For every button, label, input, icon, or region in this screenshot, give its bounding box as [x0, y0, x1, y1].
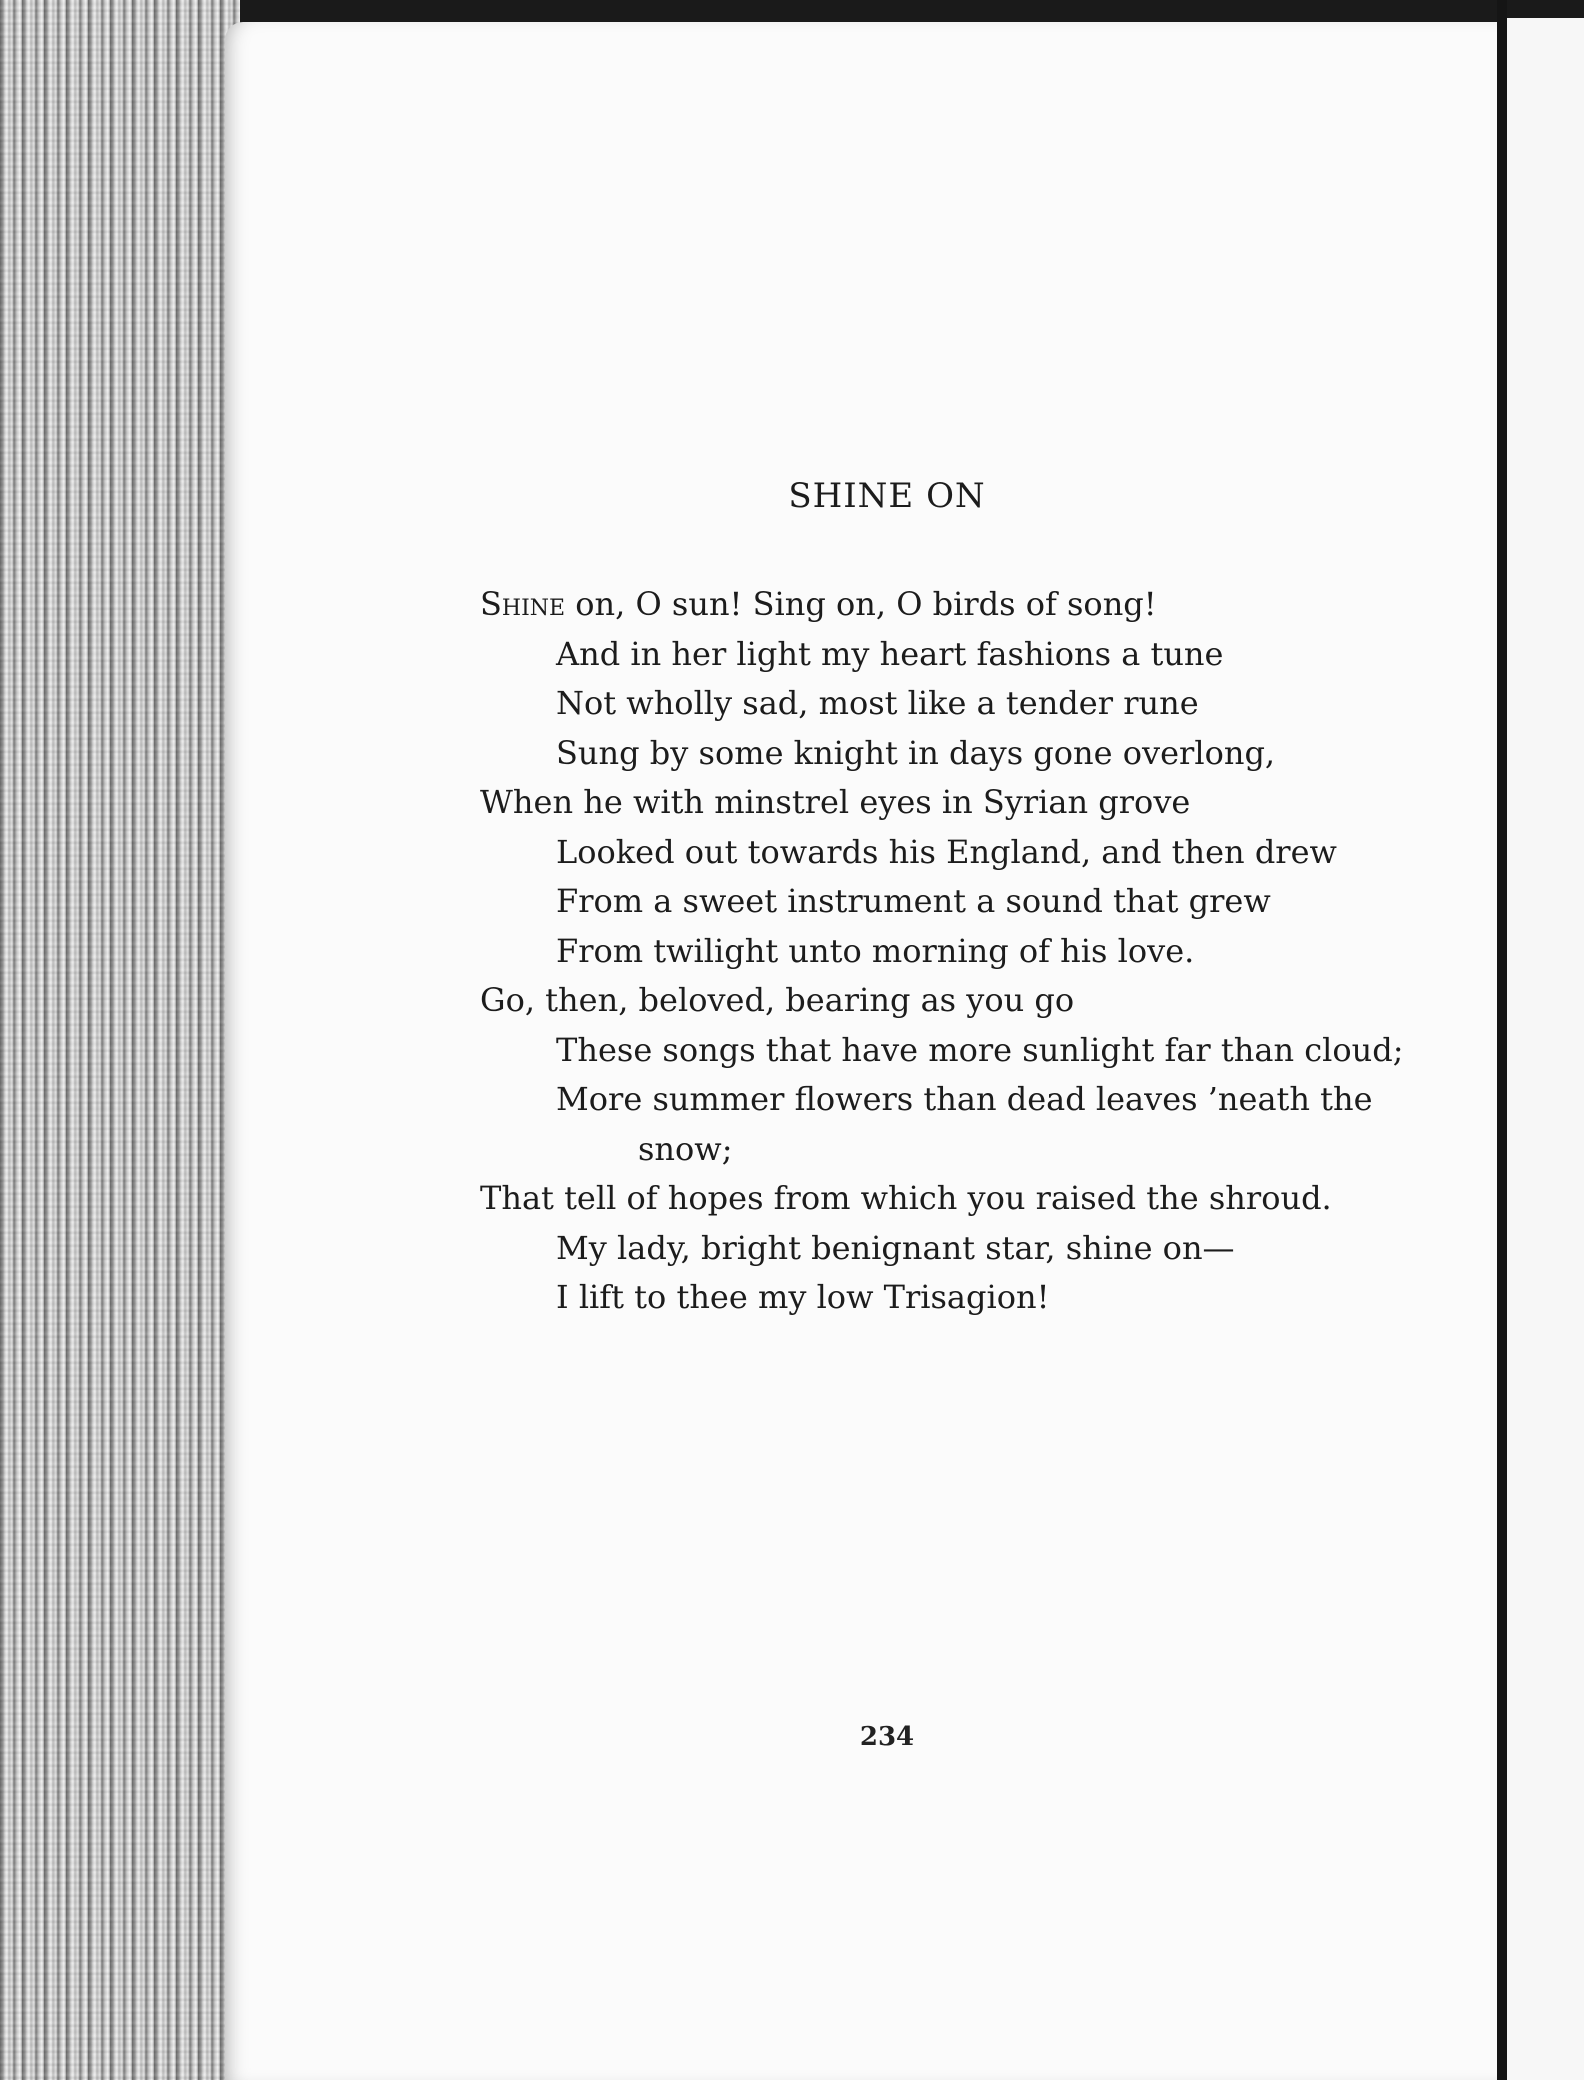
poem-line: I lift to thee my low Trisagion! — [556, 1278, 1050, 1316]
poem-line: snow; — [638, 1129, 733, 1168]
page-number: 234 — [859, 1722, 915, 1752]
adjacent-page-edge — [1507, 18, 1584, 2080]
poem-title: SHINE ON — [788, 476, 986, 516]
poem-line: From a sweet instrument a sound that grew — [556, 882, 1271, 920]
poem-line: That tell of hopes from which you raised the shroud. — [480, 1179, 1332, 1217]
book-page-edges — [0, 0, 240, 2080]
poem-line: Go, then, beloved, bearing as you go — [480, 981, 1075, 1019]
poem-line — [480, 580, 1480, 630]
poem-line: My lady, bright benignant star, shine on— — [556, 1228, 1235, 1267]
poem-first-word: Shine — [480, 585, 566, 623]
poem-line: From twilight unto morning of his love. — [556, 931, 1195, 970]
poem-line: Sung by some knight in days gone overlong, — [556, 733, 1276, 772]
poem-line: These songs that have more sunlight far than cloud; — [556, 1030, 1404, 1069]
poem-line: Not wholly sad, most like a tender rune — [556, 684, 1199, 722]
poem-body — [480, 580, 1480, 1323]
poem-line: More summer flowers than dead leaves ’neath the — [556, 1080, 1373, 1118]
poem-line: And in her light my heart fashions a tune — [556, 634, 1224, 673]
poem-first-line-rest: on, O sun! Sing on, O birds of song! — [565, 585, 1157, 623]
poem-line: When he with minstrel eyes in Syrian grove — [480, 783, 1191, 821]
book-gutter — [1497, 0, 1507, 2080]
poem-line: Looked out towards his England, and then drew — [556, 832, 1337, 871]
